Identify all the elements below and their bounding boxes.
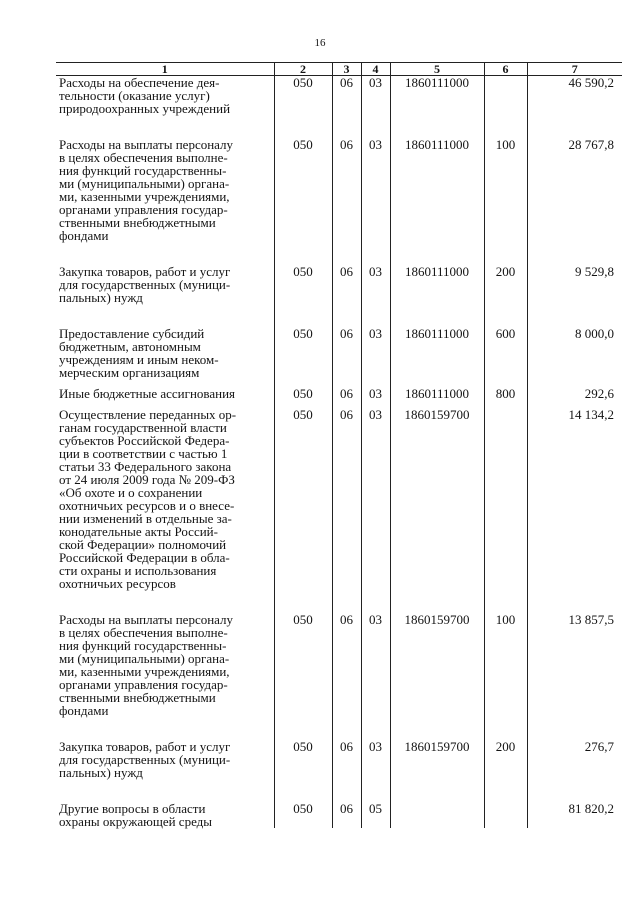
cell-name-line: субъектов Российской Федера- (59, 433, 230, 448)
cell-target-article: 1860111000 (390, 76, 484, 116)
cell-expense-type (484, 408, 527, 590)
cell-division: 03 (361, 327, 390, 379)
cell-name-line: учреждениям и иным неком- (59, 352, 219, 367)
cell-name-line: Закупка товаров, работ и услуг (59, 739, 231, 754)
spacer-cell (484, 400, 527, 408)
spacer-cell (274, 590, 332, 613)
cell-target-article: 1860159700 (390, 613, 484, 717)
header-row (56, 63, 622, 76)
spacer-cell (361, 242, 390, 265)
header-col-3: 3 (332, 63, 361, 76)
cell-section: 050 (274, 76, 332, 116)
cell-target-article (390, 802, 484, 828)
spacer-cell (527, 590, 622, 613)
cell-amount: 9 529,8 (527, 265, 622, 304)
spacer-cell (527, 304, 622, 327)
cell-name-line: Расходы на выплаты персоналу (59, 137, 234, 152)
cell-name-line: Закупка товаров, работ и услуг (59, 264, 231, 279)
cell-name-line: Российской Федерации в обла- (59, 550, 230, 565)
cell-name-line: Расходы на выплаты персоналу (59, 612, 234, 627)
cell-subsection: 06 (332, 613, 361, 717)
cell-subsection: 06 (332, 327, 361, 379)
cell-name-line: Осуществление переданных ор- (59, 407, 237, 422)
table-row (56, 387, 622, 400)
cell-name-line: тельности (оказание услуг) (59, 88, 210, 103)
cell-name-line: ганам государственной власти (59, 420, 227, 435)
spacer-cell (390, 115, 484, 138)
cell-division: 03 (361, 138, 390, 242)
spacer-cell (527, 717, 622, 740)
cell-division: 03 (361, 265, 390, 304)
spacer-cell (332, 115, 361, 138)
cell-name-line: органами управления государ- (59, 202, 228, 217)
header-col-1: 1 (56, 63, 274, 76)
spacer-cell (390, 304, 484, 327)
cell-name-line: «Об охоте и о сохранении (59, 485, 203, 500)
spacer-cell (484, 590, 527, 613)
cell-name-line: ми (муниципальными) органа- (59, 651, 230, 666)
cell-name-line: ми, казенными учреждениями, (59, 664, 230, 679)
cell-expense-type (484, 802, 527, 828)
cell-name-line: сти охраны и использования (59, 563, 217, 578)
cell-target-article: 1860159700 (390, 740, 484, 779)
cell-division: 03 (361, 76, 390, 116)
cell-expense-type: 200 (484, 740, 527, 779)
cell-name (56, 138, 274, 242)
spacer-cell (56, 242, 274, 265)
cell-amount: 46 590,2 (527, 76, 622, 116)
cell-division: 03 (361, 740, 390, 779)
spacer-cell (274, 779, 332, 802)
cell-name (56, 408, 274, 590)
cell-subsection: 06 (332, 138, 361, 242)
cell-name (56, 327, 274, 379)
spacer-cell (56, 115, 274, 138)
header-col-4: 4 (361, 63, 390, 76)
cell-name-line: охотничьих ресурсов и о внесе- (59, 498, 235, 513)
spacer-cell (484, 717, 527, 740)
cell-section: 050 (274, 613, 332, 717)
cell-target-article: 1860159700 (390, 408, 484, 590)
spacer-cell (527, 242, 622, 265)
spacer-cell (332, 304, 361, 327)
cell-expense-type: 100 (484, 138, 527, 242)
spacer-cell (484, 115, 527, 138)
cell-name-line: ми, казенными учреждениями, (59, 189, 230, 204)
cell-target-article: 1860111000 (390, 387, 484, 400)
header-col-5: 5 (390, 63, 484, 76)
cell-division: 05 (361, 802, 390, 828)
cell-name-line: ми (муниципальными) органа- (59, 176, 230, 191)
cell-target-article: 1860111000 (390, 327, 484, 379)
cell-name-line: природоохранных учреждений (59, 101, 231, 116)
cell-section: 050 (274, 408, 332, 590)
cell-name-line: Иные бюджетные ассигнования (59, 386, 236, 401)
spacer-cell (56, 779, 274, 802)
cell-subsection: 06 (332, 387, 361, 400)
cell-section: 050 (274, 138, 332, 242)
cell-name-line: пальных) нужд (59, 290, 143, 305)
cell-expense-type: 600 (484, 327, 527, 379)
cell-expense-type (484, 76, 527, 116)
cell-target-article: 1860111000 (390, 138, 484, 242)
cell-name-line: нии изменений в отдельные за- (59, 511, 232, 526)
cell-name (56, 387, 274, 400)
table-row (56, 408, 622, 590)
cell-amount: 14 134,2 (527, 408, 622, 590)
cell-amount: 292,6 (527, 387, 622, 400)
cell-amount: 13 857,5 (527, 613, 622, 717)
cell-name-line: для государственных (муници- (59, 277, 231, 292)
spacer-cell (527, 779, 622, 802)
cell-name-line: мерческим организациям (59, 365, 200, 380)
cell-expense-type: 800 (484, 387, 527, 400)
cell-name-line: Предоставление субсидий (59, 326, 205, 341)
spacer-cell (484, 779, 527, 802)
cell-name-line: для государственных (муници- (59, 752, 231, 767)
cell-name-line: фондами (59, 228, 109, 243)
cell-division: 03 (361, 613, 390, 717)
table-header (56, 63, 622, 76)
spacer-cell (56, 304, 274, 327)
cell-name-line: пальных) нужд (59, 765, 143, 780)
cell-amount: 81 820,2 (527, 802, 622, 828)
cell-amount: 276,7 (527, 740, 622, 779)
spacer-cell (332, 590, 361, 613)
spacer-cell (484, 304, 527, 327)
cell-subsection: 06 (332, 265, 361, 304)
cell-division: 03 (361, 387, 390, 400)
table-row (56, 327, 622, 379)
spacer-cell (390, 590, 484, 613)
cell-section: 050 (274, 327, 332, 379)
cell-subsection: 06 (332, 802, 361, 828)
spacer-cell (332, 779, 361, 802)
cell-name-line: ственными внебюджетными (59, 690, 216, 705)
cell-name-line: охраны окружающей среды (59, 814, 213, 829)
spacer-cell (332, 242, 361, 265)
row-spacer (56, 242, 622, 265)
cell-name-line: в целях обеспечения выполне- (59, 150, 228, 165)
spacer-cell (56, 590, 274, 613)
cell-name-line: ния функций государственны- (59, 163, 227, 178)
table-body (56, 76, 622, 829)
cell-name-line: ции в соответствии с частью 1 (59, 446, 228, 461)
cell-name-line: органами управления государ- (59, 677, 228, 692)
spacer-cell (361, 717, 390, 740)
cell-section: 050 (274, 265, 332, 304)
table-row (56, 613, 622, 717)
page-number: 16 (314, 37, 326, 49)
cell-section: 050 (274, 740, 332, 779)
row-spacer (56, 115, 622, 138)
cell-name-line: ственными внебюджетными (59, 215, 216, 230)
cell-subsection: 06 (332, 76, 361, 116)
header-col-2: 2 (274, 63, 332, 76)
spacer-cell (361, 779, 390, 802)
spacer-cell (361, 115, 390, 138)
table-row (56, 76, 622, 116)
spacer-cell (274, 115, 332, 138)
cell-name-line: ния функций государственны- (59, 638, 227, 653)
table-row (56, 138, 622, 242)
row-spacer (56, 590, 622, 613)
row-spacer (56, 717, 622, 740)
cell-name (56, 76, 274, 116)
spacer-cell (274, 304, 332, 327)
table-row (56, 802, 622, 828)
spacer-cell (56, 717, 274, 740)
spacer-cell (527, 115, 622, 138)
cell-division: 03 (361, 408, 390, 590)
cell-name-line: конодательные акты Россий- (59, 524, 218, 539)
spacer-cell (390, 242, 484, 265)
cell-name (56, 265, 274, 304)
cell-subsection: 06 (332, 740, 361, 779)
table-row (56, 740, 622, 779)
cell-subsection: 06 (332, 408, 361, 590)
cell-section: 050 (274, 387, 332, 400)
table-row (56, 265, 622, 304)
spacer-cell (332, 717, 361, 740)
cell-name-line: бюджетным, автономным (59, 339, 201, 354)
spacer-cell (274, 717, 332, 740)
row-spacer (56, 779, 622, 802)
cell-name-line: ской Федерации» полномочий (59, 537, 227, 552)
spacer-cell (274, 242, 332, 265)
cell-name (56, 740, 274, 779)
cell-expense-type: 200 (484, 265, 527, 304)
cell-amount: 8 000,0 (527, 327, 622, 379)
cell-expense-type: 100 (484, 613, 527, 717)
cell-target-article: 1860111000 (390, 265, 484, 304)
cell-name (56, 802, 274, 828)
cell-name-line: статьи 33 Федерального закона (59, 459, 232, 474)
cell-name-line: Расходы на обеспечение дея- (59, 75, 220, 90)
cell-name-line: Другие вопросы в области (59, 801, 206, 816)
cell-section: 050 (274, 802, 332, 828)
header-col-7: 7 (527, 63, 622, 76)
spacer-cell (361, 590, 390, 613)
spacer-cell (484, 242, 527, 265)
header-col-6: 6 (484, 63, 527, 76)
spacer-cell (361, 304, 390, 327)
cell-name-line: охотничьих ресурсов (59, 576, 176, 591)
cell-name-line: в целях обеспечения выполне- (59, 625, 228, 640)
cell-amount: 28 767,8 (527, 138, 622, 242)
spacer-cell (390, 717, 484, 740)
spacer-cell (390, 779, 484, 802)
cell-name-line: от 24 июля 2009 года № 209-ФЗ (59, 472, 235, 487)
cell-name (56, 613, 274, 717)
budget-table (56, 62, 622, 828)
row-spacer (56, 304, 622, 327)
cell-name-line: фондами (59, 703, 109, 718)
